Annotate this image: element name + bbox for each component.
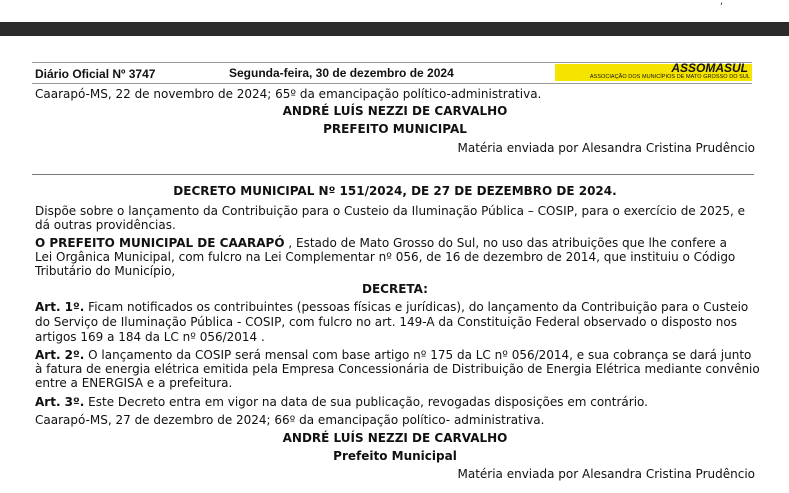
decree-role: Prefeito Municipal — [333, 449, 457, 463]
preamble-line-1-rest: , Estado de Mato Grosso do Sul, no uso das atribuições que lhe confere a — [284, 236, 727, 250]
ementa-line-2: dá outras providências. — [35, 218, 176, 232]
association-name: ASSOMASUL — [671, 61, 748, 75]
prev-sent-by: Matéria enviada por Alesandra Cristina Prudêncio — [457, 141, 755, 155]
decree-place-date: Caarapó-MS, 27 de dezembro de 2024; 66º da emancipação político- administrativa. — [35, 413, 545, 427]
issue-number: Diário Oficial Nº 3747 — [35, 67, 156, 81]
ementa-line-1: Dispõe sobre o lançamento da Contribuição para o Custeio da Iluminação Pública – COSIP, para o exercício de 2025, e — [35, 204, 746, 218]
decreta-heading: DECRETA: — [362, 282, 428, 296]
art1-line-3: artigos 169 a 184 da LC nº 056/2014 . — [35, 330, 265, 344]
preamble-line-3: Tributário do Município, — [35, 264, 176, 278]
art1-text-1: Ficam notificados os contribuintes (pessoas físicas e jurídicas), do lançamento da Contribuição para o Custeio — [84, 300, 749, 314]
preamble-authority: O PREFEITO MUNICIPAL DE CAARAPÓ — [35, 236, 285, 250]
top-dark-bar — [0, 22, 789, 36]
prev-place-date: Caarapó-MS, 22 de novembro de 2024; 65º da emancipação político-administrativa. — [35, 87, 542, 101]
preamble-line-1 — [35, 236, 727, 250]
section-divider — [32, 174, 754, 175]
art3-label: Art. 3º. — [35, 395, 85, 409]
corner-mark: , — [719, 0, 723, 7]
art3-text-1: Este Decreto entra em vigor na data de sua publicação, revogadas disposições em contrário. — [84, 395, 648, 409]
art2-text-1: O lançamento da COSIP será mensal com base artigo nº 175 da LC nº 056/2014, e sua cobrança se dará junto — [84, 348, 752, 362]
association-subtitle: ASSOCIAÇÃO DOS MUNICÍPIOS DE MATO GROSSO DO SUL — [589, 74, 750, 80]
association-banner — [555, 61, 752, 81]
art3-line-1 — [35, 395, 648, 409]
decree-sent-by: Matéria enviada por Alesandra Cristina Prudêncio — [457, 467, 755, 481]
art2-label: Art. 2º. — [35, 348, 85, 362]
prev-signer: ANDRÉ LUÍS NEZZI DE CARVALHO — [282, 104, 508, 118]
gazette-header — [32, 62, 752, 84]
art2-line-3: entre a ENERGISA e a prefeitura. — [35, 376, 233, 390]
art1-line-2: do Serviço de Iluminação Pública - COSIP, com fulcro no art. 149-A da Constituição Federal observado o disposto nos — [35, 315, 737, 329]
art2-line-1 — [35, 348, 751, 362]
decree-signer: ANDRÉ LUÍS NEZZI DE CARVALHO — [282, 431, 508, 445]
issue-date: Segunda-feira, 30 de dezembro de 2024 — [229, 66, 454, 80]
art1-line-1 — [35, 300, 748, 314]
art1-label: Art. 1º. — [35, 300, 85, 314]
prev-role: PREFEITO MUNICIPAL — [323, 122, 467, 136]
art2-line-2: à fatura de energia elétrica emitida pela Empresa Concessionária de Distribuição de Energia Elétrica mediante convênio — [35, 362, 760, 376]
decree-title: DECRETO MUNICIPAL Nº 151/2024, DE 27 DE DEZEMBRO DE 2024. — [173, 184, 617, 198]
preamble-line-2: Lei Orgânica Municipal, com fulcro na Lei Complementar nº 056, de 16 de dezembro de 2014, que instituiu o Código — [35, 250, 736, 264]
